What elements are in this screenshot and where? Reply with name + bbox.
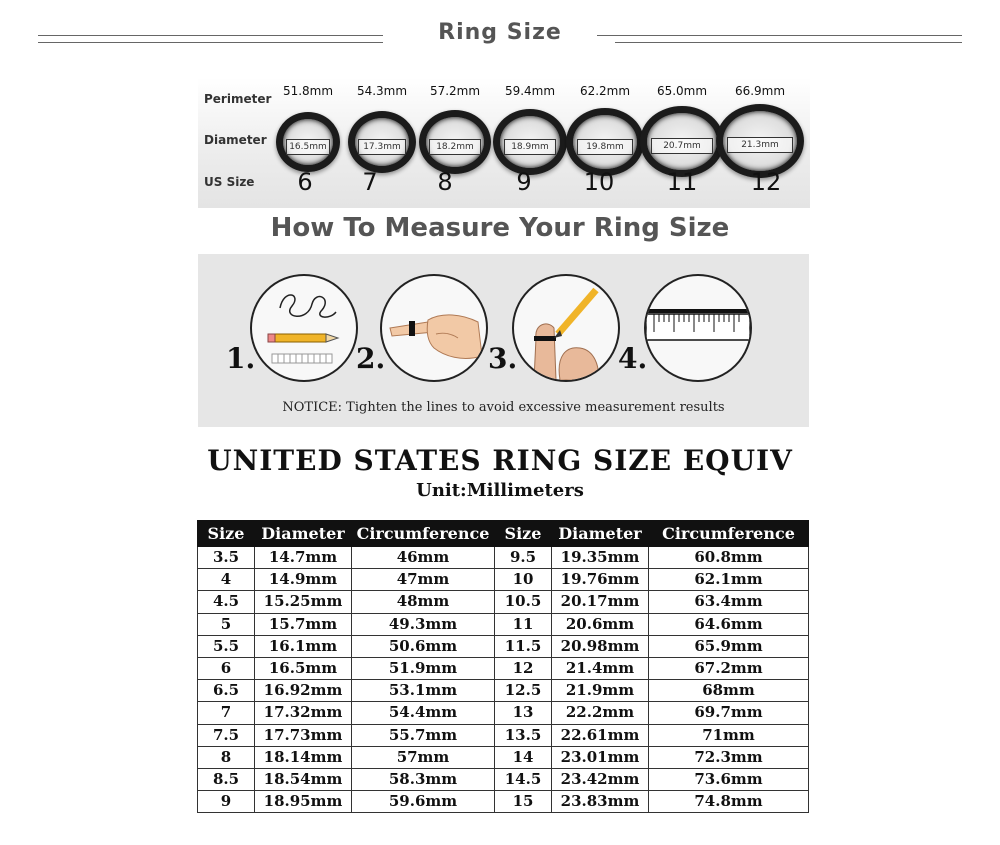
ring-icon <box>493 109 567 175</box>
table-cell: 62.1mm <box>649 569 809 591</box>
column-header: Circumference <box>649 521 809 547</box>
step-number: 2. <box>356 342 386 375</box>
table-cell: 16.92mm <box>255 680 352 702</box>
ring-size-table <box>197 520 809 813</box>
table-cell: 6.5 <box>198 680 255 702</box>
ring-perimeter: 51.8mm <box>282 84 334 98</box>
step-number: 4. <box>618 342 648 375</box>
column-header: Diameter <box>552 521 649 547</box>
table-cell: 5.5 <box>198 635 255 657</box>
table-cell: 15.25mm <box>255 591 352 613</box>
table-cell: 21.4mm <box>552 657 649 679</box>
table-cell: 13.5 <box>495 724 552 746</box>
ring-diameter: 16.5mm <box>286 139 330 155</box>
table-cell: 54.4mm <box>352 702 495 724</box>
table-cell: 5 <box>198 613 255 635</box>
table-cell: 67.2mm <box>649 657 809 679</box>
ring-icon <box>348 111 416 173</box>
table-cell: 57mm <box>352 746 495 768</box>
table-cell: 10.5 <box>495 591 552 613</box>
table-cell: 71mm <box>649 724 809 746</box>
table-cell: 22.61mm <box>552 724 649 746</box>
table-cell: 72.3mm <box>649 746 809 768</box>
ring-perimeter: 54.3mm <box>356 84 408 98</box>
table-cell: 11 <box>495 613 552 635</box>
table-cell: 73.6mm <box>649 768 809 790</box>
column-header: Circumference <box>352 521 495 547</box>
column-header: Size <box>495 521 552 547</box>
ring-us-size: 10 <box>583 168 615 196</box>
table-cell: 9.5 <box>495 547 552 569</box>
column-header: Size <box>198 521 255 547</box>
table-cell: 20.98mm <box>552 635 649 657</box>
ring-perimeter: 59.4mm <box>504 84 556 98</box>
ring-perimeter: 66.9mm <box>734 84 786 98</box>
table-cell: 64.6mm <box>649 613 809 635</box>
table-cell: 58.3mm <box>352 768 495 790</box>
howto-title: How To Measure Your Ring Size <box>270 213 730 243</box>
ring-icon <box>640 106 724 177</box>
ring-diameter: 18.9mm <box>504 139 557 155</box>
table-cell: 68mm <box>649 680 809 702</box>
table-cell: 59.6mm <box>352 791 495 813</box>
ring-us-size: 8 <box>437 168 453 196</box>
table-header-row <box>198 521 809 547</box>
ruler-icon <box>644 274 752 382</box>
table-cell: 17.73mm <box>255 724 352 746</box>
diameter-label: Diameter <box>204 133 267 147</box>
string-pencil-icon <box>250 274 358 382</box>
table-cell: 9 <box>198 791 255 813</box>
measure-steps-panel <box>198 254 809 427</box>
ring-us-size: 9 <box>516 168 532 196</box>
table-row <box>198 702 809 724</box>
table-row <box>198 724 809 746</box>
table-cell: 20.6mm <box>552 613 649 635</box>
table-cell: 16.1mm <box>255 635 352 657</box>
ring-icon <box>566 108 644 176</box>
table-row <box>198 613 809 635</box>
table-cell: 7 <box>198 702 255 724</box>
ring-perimeter: 65.0mm <box>656 84 708 98</box>
ring-diameter: 21.3mm <box>727 137 792 153</box>
table-cell: 4 <box>198 569 255 591</box>
ring-us-size: 7 <box>362 168 378 196</box>
table-cell: 19.76mm <box>552 569 649 591</box>
us-size-label: US Size <box>204 175 255 189</box>
table-cell: 17.32mm <box>255 702 352 724</box>
table-row <box>198 791 809 813</box>
table-row <box>198 680 809 702</box>
table-cell: 14.7mm <box>255 547 352 569</box>
table-cell: 6 <box>198 657 255 679</box>
ring-size-chart <box>198 78 810 208</box>
equiv-title: UNITED STATES RING SIZE EQUIV <box>207 444 793 477</box>
table-row <box>198 768 809 790</box>
table-cell: 15.7mm <box>255 613 352 635</box>
ring-diameter: 20.7mm <box>651 138 713 154</box>
ring-icon <box>419 110 491 174</box>
table-cell: 53.1mm <box>352 680 495 702</box>
table-row <box>198 569 809 591</box>
table-cell: 15 <box>495 791 552 813</box>
table-cell: 12.5 <box>495 680 552 702</box>
table-cell: 7.5 <box>198 724 255 746</box>
table-cell: 8.5 <box>198 768 255 790</box>
table-cell: 3.5 <box>198 547 255 569</box>
table-cell: 23.01mm <box>552 746 649 768</box>
ring-icon <box>276 112 340 172</box>
table-cell: 65.9mm <box>649 635 809 657</box>
ring-icon <box>716 104 804 178</box>
table-cell: 12 <box>495 657 552 679</box>
perimeter-label: Perimeter <box>204 92 272 106</box>
table-cell: 51.9mm <box>352 657 495 679</box>
table-cell: 4.5 <box>198 591 255 613</box>
table-body <box>198 547 809 813</box>
ring-diameter: 18.2mm <box>429 139 480 155</box>
table-cell: 11.5 <box>495 635 552 657</box>
ring-perimeter: 57.2mm <box>429 84 481 98</box>
step-number: 1. <box>226 342 256 375</box>
table-cell: 14.9mm <box>255 569 352 591</box>
table-cell: 69.7mm <box>649 702 809 724</box>
table-row <box>198 635 809 657</box>
ring-us-size: 11 <box>666 168 698 196</box>
table-cell: 50.6mm <box>352 635 495 657</box>
notice-text: NOTICE: Tighten the lines to avoid excessive measurement results <box>282 400 725 415</box>
table-cell: 49.3mm <box>352 613 495 635</box>
table-cell: 16.5mm <box>255 657 352 679</box>
table-cell: 8 <box>198 746 255 768</box>
page-title: Ring Size <box>438 20 562 45</box>
table-cell: 18.54mm <box>255 768 352 790</box>
table-cell: 55.7mm <box>352 724 495 746</box>
table-cell: 60.8mm <box>649 547 809 569</box>
table-cell: 63.4mm <box>649 591 809 613</box>
table-cell: 14 <box>495 746 552 768</box>
table-cell: 21.9mm <box>552 680 649 702</box>
table-row <box>198 657 809 679</box>
table-cell: 10 <box>495 569 552 591</box>
table-row <box>198 746 809 768</box>
table-row <box>198 547 809 569</box>
table-cell: 18.95mm <box>255 791 352 813</box>
table-cell: 13 <box>495 702 552 724</box>
finger-wrap-icon <box>380 274 488 382</box>
table-cell: 18.14mm <box>255 746 352 768</box>
ring-us-size: 12 <box>750 168 782 196</box>
ring-us-size: 6 <box>297 168 313 196</box>
table-cell: 22.2mm <box>552 702 649 724</box>
table-cell: 23.83mm <box>552 791 649 813</box>
table-cell: 19.35mm <box>552 547 649 569</box>
ring-perimeter: 62.2mm <box>579 84 631 98</box>
table-cell: 14.5 <box>495 768 552 790</box>
table-cell: 48mm <box>352 591 495 613</box>
table-cell: 20.17mm <box>552 591 649 613</box>
table-cell: 47mm <box>352 569 495 591</box>
unit-label: Unit:Millimeters <box>416 480 584 501</box>
table-cell: 23.42mm <box>552 768 649 790</box>
ring-diameter: 19.8mm <box>577 139 633 155</box>
table-cell: 46mm <box>352 547 495 569</box>
table-row <box>198 591 809 613</box>
step-number: 3. <box>488 342 518 375</box>
table-cell: 74.8mm <box>649 791 809 813</box>
ring-diameter: 17.3mm <box>358 139 406 155</box>
mark-string-icon <box>512 274 620 382</box>
column-header: Diameter <box>255 521 352 547</box>
